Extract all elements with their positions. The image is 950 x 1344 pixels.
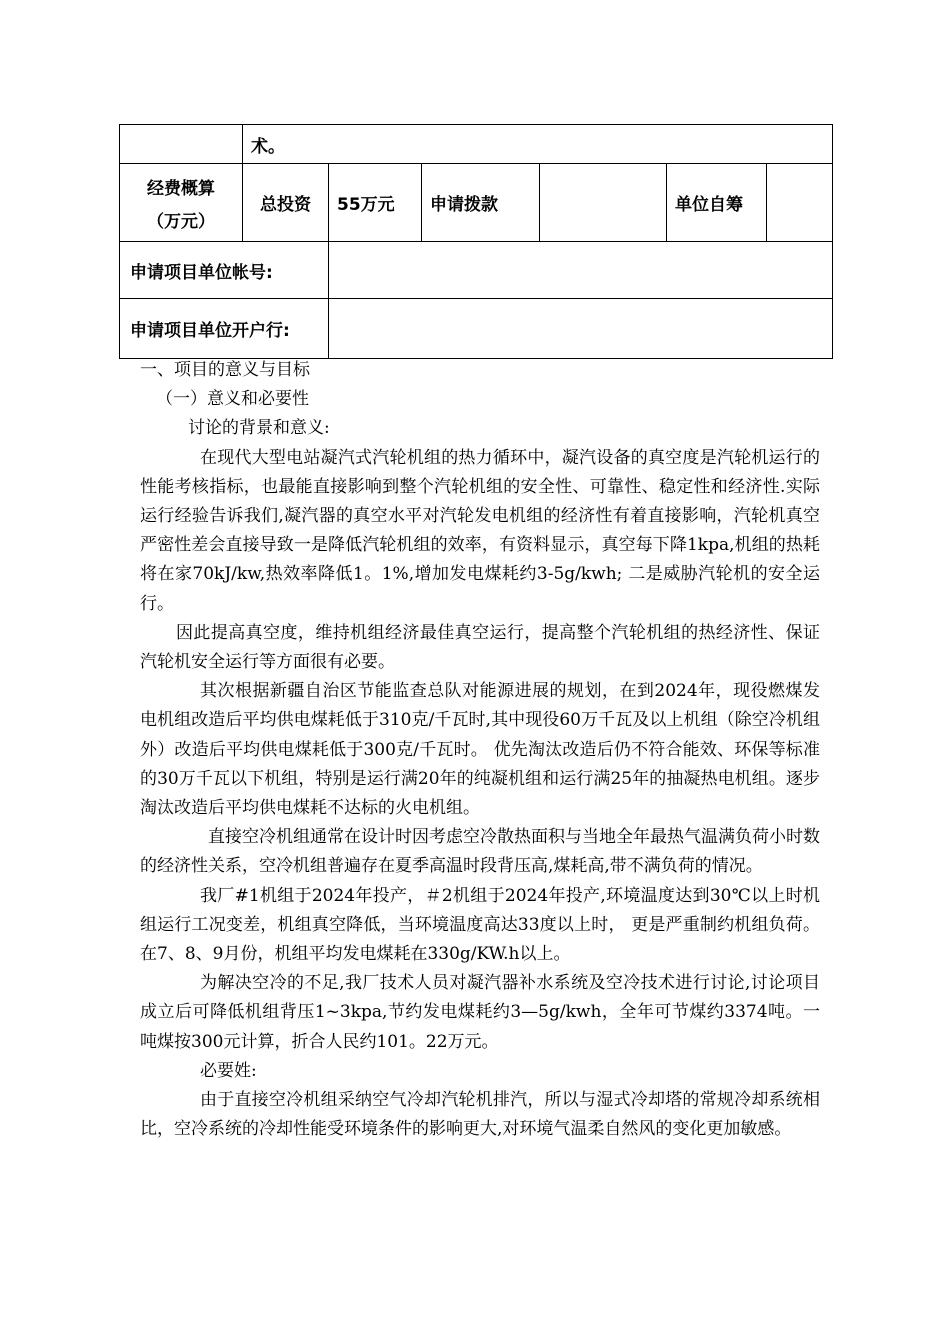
- budget-label-cell: [120, 164, 243, 242]
- subsection-heading: （一）意义和必要性: [156, 389, 309, 410]
- paragraph: 其次根据新疆自治区节能监查总队对能源进展的规划，在到2024年，现役燃煤发电机组改造后平均供电煤耗低于310克/千瓦时,其中现役60万千瓦及以上机组（除空冷机组外）改造后平均供电煤耗低于300克/千瓦时。 优先淘汰改造后仍不符合能效、环保等标准的30万千瓦以下机组，特别是运行满20年的纯凝机组和运行满25年的抽凝热电机组。逐步淘汰改造后平均供电煤耗不达标的火电机组。: [140, 681, 820, 819]
- continued-text-cell: 术。: [243, 125, 833, 164]
- body-text: [140, 356, 820, 1144]
- budget-label-line1: 经费概算: [147, 178, 215, 199]
- table-row: [120, 242, 833, 299]
- paragraph: 直接空冷机组通常在设计时因考虑空冷散热面积与当地全年最热气温满负荷小时数的经济性关系，空冷机组普遍存在夏季高温时段背压高,煤耗高,带不满负荷的情况。: [140, 827, 820, 877]
- section-heading: 一、项目的意义与目标: [140, 360, 310, 380]
- table-row: [120, 164, 833, 242]
- account-value: [329, 242, 833, 299]
- apply-funding-label: 申请拨款: [422, 164, 540, 242]
- paragraph: 我厂#1机组于2024年投产，＃2机组于2024年投产,环境温度达到30℃以上时机组运行工况变差，机组真空降低，当环境温度高达33度以上时， 更是严重制约机组负荷。在7、8、9月份，机组平均发电煤耗在330g/KW.h以上。: [140, 885, 820, 965]
- table-row: [120, 125, 833, 164]
- budget-label-line2: （万元）: [147, 211, 215, 232]
- paragraph: 在现代大型电站凝汽式汽轮机组的热力循环中，凝汽设备的真空度是汽轮机运行的性能考核指标，也最能直接影响到整个汽轮机组的安全性、可靠性、稳定性和经济性.实际运行经验告诉我们,凝汽器的真空水平对汽轮发电机组的经济性有着直接影响，汽轮机真空严密性差会直接导致一是降低汽轮机组的效率，有资料显示，真空每下降1kpa,机组的热耗将在家70kJ/kw,热效率降低1。1%,增加发电煤耗约3-5g/kwh; 二是威胁汽轮机的安全运行。: [140, 447, 820, 614]
- table-cell-empty: [120, 125, 243, 164]
- funding-table: [119, 124, 833, 359]
- paragraph: 为解决空冷的不足,我厂技术人员对凝汽器补水系统及空冷技术进行讨论,讨论项目成立后可降低机组背压1~3kpa,节约发电煤耗约3—5g/kwh，全年可节煤约3374吨。一吨煤按300元计算，折合人民约101。22万元。: [140, 973, 820, 1052]
- total-invest-value: 55万元: [329, 164, 422, 242]
- paragraph: 因此提高真空度，维持机组经济最佳真空运行，提高整个汽轮机组的热经济性、保证汽轮机安全运行等方面很有必要。: [140, 622, 820, 673]
- apply-funding-value: [540, 164, 667, 242]
- bank-label: 申请项目单位开户行:: [120, 299, 329, 359]
- bank-value: [329, 299, 833, 359]
- total-invest-label: 总投资: [243, 164, 329, 242]
- table-row: [120, 299, 833, 359]
- subtopic-label: 必要姓:: [200, 1060, 257, 1081]
- subtopic-label: 讨论的背景和意义:: [188, 418, 330, 439]
- self-raised-label: 单位自筹: [667, 164, 767, 242]
- account-label: 申请项目单位帐号:: [120, 242, 329, 299]
- self-raised-value: [767, 164, 833, 242]
- paragraph: 由于直接空冷机组采纳空气冷却汽轮机排汽，所以与湿式冷却塔的常规冷却系统相比，空冷系统的冷却性能受环境条件的影响更大,对环境气温柔自然风的变化更加敏感。: [140, 1090, 820, 1140]
